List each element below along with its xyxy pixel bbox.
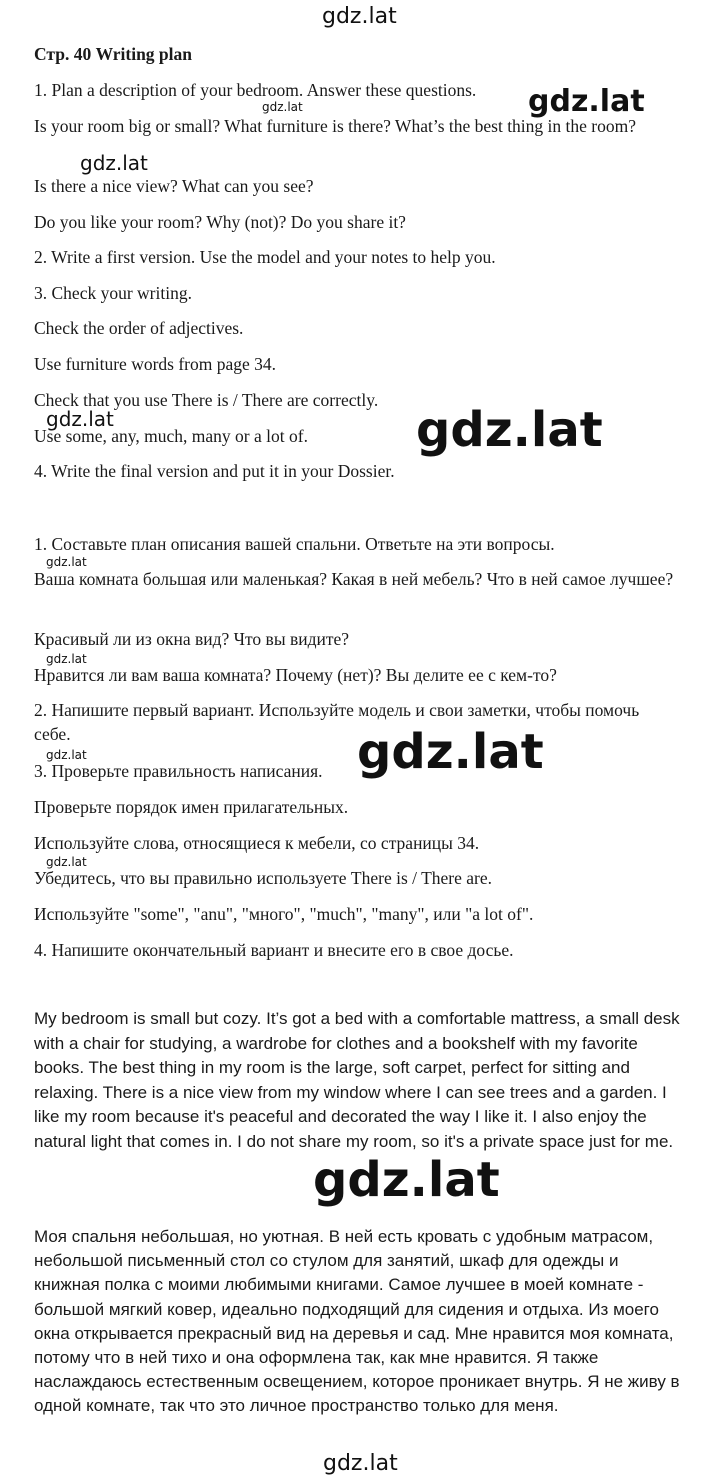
watermark-overlay: gdz.lat — [46, 555, 87, 569]
ru-plan-item-10: Используйте "some", "anu", "много", "much", "many", или "a lot of". — [34, 904, 534, 924]
answer-russian: Моя спальня небольшая, но уютная. В ней есть кровать с удобным матрасом, небольшой письменный стол со стулом для занятий, шкаф для одежды и книжная полка с моими любимыми книгами. Самое лучшее в моей комнате - большой мягкий ковер, идеально подходящий для сидения и отдыха. Из моего окна открывается прекрасный вид на деревья и сад. Мне нравится моя комната, потому что в ней тихо и она оформлена так, как мне нравится. Я также наслаждаюсь естественным освещением, которое проникает внутрь. Я не живу в одной комнате, так что это личное пространство только для меня. — [34, 1227, 680, 1416]
answer-english: My bedroom is small but cozy. It’s got a bed with a comfortable mattress, a small desk with a chair for studying, a wardrobe for clothes and a bookshelf with my favorite books. The best thing in my room is the large, soft carpet, perfect for sitting and relaxing. There is a nice view from my window where I can see trees and a garden. I like my room because it's peaceful and decorated the way I like it. I also enjoy the natural light that comes in. I do not share my room, so it's a private space just for me. — [34, 1009, 680, 1151]
en-plan-item-11: 4. Write the final version and put it in your Dossier. — [34, 461, 395, 481]
watermark-overlay: gdz.lat — [46, 855, 87, 869]
watermark-overlay: gdz.lat — [46, 748, 87, 762]
ru-plan-item-4: Нравится ли вам ваша комната? Почему (нет)? Вы делите ее с кем-то? — [34, 665, 557, 685]
ru-plan-item-7: Проверьте порядок имен прилагательных. — [34, 797, 349, 817]
watermark-overlay: gdz.lat — [262, 100, 303, 114]
watermark-top: gdz.lat — [322, 4, 397, 29]
ru-plan-item-8: Используйте слова, относящиеся к мебели, со страницы 34. — [34, 833, 480, 853]
ru-plan-item-1: 1. Составьте план описания вашей спальни. Ответьте на эти вопросы. — [34, 534, 555, 554]
ru-plan-item-2: Ваша комната большая или маленькая? Какая в ней мебель? Что в ней самое лучшее? — [34, 569, 674, 589]
watermark-overlay: gdz.lat — [46, 407, 114, 431]
watermark-overlay: gdz.lat — [357, 724, 544, 780]
ru-plan-item-5: 2. Напишите первый вариант. Используйте модель и свои заметки, чтобы помочь себе. — [34, 700, 640, 744]
en-plan-item-6: 3. Check your writing. — [34, 283, 192, 303]
en-plan-item-4: Do you like your room? Why (not)? Do you share it? — [34, 212, 406, 232]
ru-plan-item-9: Убедитесь, что вы правильно используете There is / There are. — [34, 868, 492, 888]
watermark-overlay: gdz.lat — [80, 151, 148, 175]
watermark-overlay: gdz.lat — [416, 402, 603, 458]
watermark-overlay: gdz.lat — [313, 1152, 500, 1208]
en-plan-item-9: Check that you use There is / There are correctly. — [34, 390, 379, 410]
en-plan-item-7: Check the order of adjectives. — [34, 318, 244, 338]
ru-plan-item-11: 4. Напишите окончательный вариант и внесите его в свое досье. — [34, 940, 514, 960]
ru-plan-item-3: Красивый ли из окна вид? Что вы видите? — [34, 629, 350, 649]
watermark-overlay: gdz.lat — [46, 652, 87, 666]
watermark-bottom: gdz.lat — [323, 1451, 398, 1476]
en-plan-item-2: Is your room big or small? What furniture is there? What’s the best thing in the room? — [34, 116, 636, 136]
en-plan-item-8: Use furniture words from page 34. — [34, 354, 277, 374]
en-plan-item-1: 1. Plan a description of your bedroom. Answer these questions. — [34, 80, 477, 100]
en-plan-item-3: Is there a nice view? What can you see? — [34, 176, 314, 196]
page-title: Стр. 40 Writing plan — [34, 44, 193, 64]
en-plan-item-10: Use some, any, much, many or a lot of. — [34, 426, 308, 446]
watermark-overlay: gdz.lat — [528, 84, 645, 119]
ru-plan-item-6: 3. Проверьте правильность написания. — [34, 761, 323, 781]
en-plan-item-5: 2. Write a first version. Use the model and your notes to help you. — [34, 247, 496, 267]
